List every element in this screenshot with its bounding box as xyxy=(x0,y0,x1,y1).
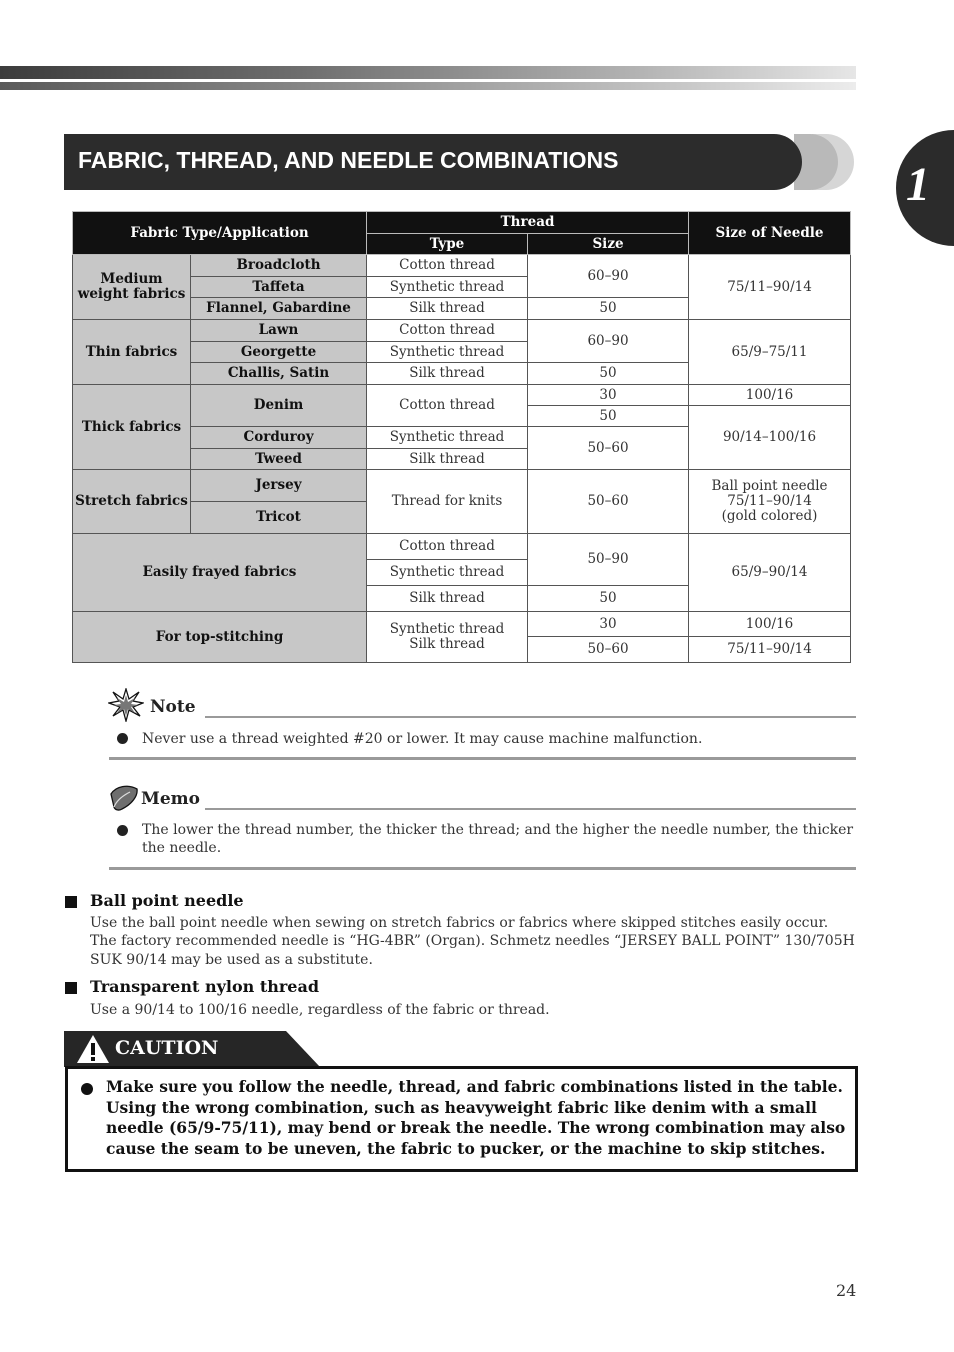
thread-type-cell: Synthetic thread xyxy=(367,560,528,586)
thread-type-line: Silk thread xyxy=(409,636,485,652)
thread-type-cell: Silk thread xyxy=(367,363,528,385)
warning-icon xyxy=(76,1034,110,1064)
header-band-bottom xyxy=(0,82,856,90)
thread-size-cell: 30 xyxy=(528,385,689,406)
note-top-rule xyxy=(205,716,856,718)
section-marker xyxy=(65,982,77,994)
header-thread-size: Size xyxy=(528,234,689,255)
note-item: Never use a thread weighted #20 or lower. It may cause machine malfunction. xyxy=(142,731,703,747)
caution-text: Make sure you follow the needle, thread, and fabric combinations listed in the table. Using the wrong combination, such as heavyweight fabric like denim with a small needle (65/9-75/11), may bend or break the needle. The wrong combination may also cause the seam to be uneven, the fabric to pucker, or the machine to skip stitches. xyxy=(106,1077,846,1159)
thread-size-cell: 50 xyxy=(528,363,689,385)
thread-size-cell: 60–90 xyxy=(528,320,689,363)
needle-size-cell: 65/9–90/14 xyxy=(689,534,851,612)
fabric-cell: Jersey xyxy=(191,470,367,502)
thread-type-cell: Cotton thread xyxy=(367,534,528,560)
group-thick: Thick fabrics xyxy=(73,385,191,470)
needle-size-cell: 75/11–90/14 xyxy=(689,637,851,663)
thread-size-cell: 50 xyxy=(528,406,689,427)
header-needle-size: Size of Needle xyxy=(689,212,851,255)
group-top-stitching: For top-stitching xyxy=(73,612,367,663)
fabric-cell: Tricot xyxy=(191,502,367,534)
note-bottom-rule xyxy=(109,757,856,760)
needle-size-cell: 100/16 xyxy=(689,385,851,406)
thread-type-cell: Silk thread xyxy=(367,298,528,320)
thread-type-cell: Cotton thread xyxy=(367,255,528,277)
section-heading-nylon-thread: Transparent nylon thread xyxy=(90,977,320,996)
fabric-cell: Denim xyxy=(191,385,367,427)
chapter-number: 1 xyxy=(906,158,930,211)
fabric-cell: Flannel, Gabardine xyxy=(191,298,367,320)
fabric-cell: Taffeta xyxy=(191,277,367,298)
thread-type-cell: Synthetic thread xyxy=(367,342,528,363)
memo-item: The lower the thread number, the thicker the thread; and the higher the needle number, the thicker the needle. xyxy=(142,822,854,856)
needle-size-cell: 90/14–100/16 xyxy=(689,406,851,470)
thread-type-cell: Synthetic thread xyxy=(367,277,528,298)
thread-type-cell: Cotton thread xyxy=(367,385,528,427)
group-medium-weight: Medium weight fabrics xyxy=(73,255,191,320)
thread-type-cell: Silk thread xyxy=(367,449,528,470)
group-stretch: Stretch fabrics xyxy=(73,470,191,534)
needle-size-cell: 65/9–75/11 xyxy=(689,320,851,385)
needle-size-cell: 100/16 xyxy=(689,612,851,637)
thread-type-cell: Silk thread xyxy=(367,586,528,612)
thread-type-line: Synthetic thread xyxy=(389,621,505,637)
header-thread-type: Type xyxy=(367,234,528,255)
thread-size-cell: 50 xyxy=(528,586,689,612)
thread-size-cell: 50–60 xyxy=(528,637,689,663)
caution-bullet xyxy=(81,1083,93,1095)
header-band-top xyxy=(0,66,856,79)
caution-label: CAUTION xyxy=(115,1037,219,1059)
fabric-cell: Tweed xyxy=(191,449,367,470)
memo-bullet xyxy=(117,825,128,836)
fabric-cell: Broadcloth xyxy=(191,255,367,277)
needle-size-line: Ball point needle xyxy=(711,478,828,494)
needle-size-cell xyxy=(689,470,851,534)
thread-type-cell xyxy=(367,612,528,663)
thread-size-cell: 60–90 xyxy=(528,255,689,298)
header-fabric-type: Fabric Type/Application xyxy=(73,212,367,255)
memo-icon xyxy=(108,782,140,814)
needle-size-cell: 75/11–90/14 xyxy=(689,255,851,320)
thread-type-cell: Cotton thread xyxy=(367,320,528,342)
group-thin: Thin fabrics xyxy=(73,320,191,385)
section-line: Use a 90/14 to 100/16 needle, regardless of the fabric or thread. xyxy=(90,1002,550,1018)
thread-type-cell: Thread for knits xyxy=(367,470,528,534)
thread-size-cell: 50 xyxy=(528,298,689,320)
section-line: Use the ball point needle when sewing on stretch fabrics or fabrics where skipped stitches easily occur. xyxy=(90,915,829,931)
memo-bottom-rule xyxy=(109,867,856,870)
memo-title: Memo xyxy=(141,789,200,809)
section-marker xyxy=(65,896,77,908)
note-icon xyxy=(108,688,144,722)
note-bullet xyxy=(117,733,128,744)
combination-table xyxy=(72,211,851,663)
fabric-cell: Corduroy xyxy=(191,427,367,449)
fabric-cell: Lawn xyxy=(191,320,367,342)
fabric-cell: Challis, Satin xyxy=(191,363,367,385)
page-title: FABRIC, THREAD, AND NEEDLE COMBINATIONS xyxy=(78,147,619,173)
section-line: The factory recommended needle is “HG-4BR” (Organ). Schmetz needles “JERSEY BALL POINT” 130/705H SUK 90/14 may be used as a substitute. xyxy=(90,933,855,968)
page-number: 24 xyxy=(836,1281,857,1300)
memo-top-rule xyxy=(205,808,856,810)
thread-size-cell: 50–60 xyxy=(528,470,689,534)
thread-size-cell: 50–60 xyxy=(528,427,689,470)
group-easily-frayed: Easily frayed fabrics xyxy=(73,534,367,612)
section-heading-ball-point: Ball point needle xyxy=(90,891,244,910)
thread-size-cell: 30 xyxy=(528,612,689,637)
fabric-cell: Georgette xyxy=(191,342,367,363)
needle-size-line: (gold colored) xyxy=(721,508,818,524)
note-title: Note xyxy=(150,697,196,717)
thread-type-cell: Synthetic thread xyxy=(367,427,528,449)
thread-size-cell: 50–90 xyxy=(528,534,689,586)
header-thread: Thread xyxy=(367,212,689,234)
needle-size-line: 75/11–90/14 xyxy=(727,493,812,509)
